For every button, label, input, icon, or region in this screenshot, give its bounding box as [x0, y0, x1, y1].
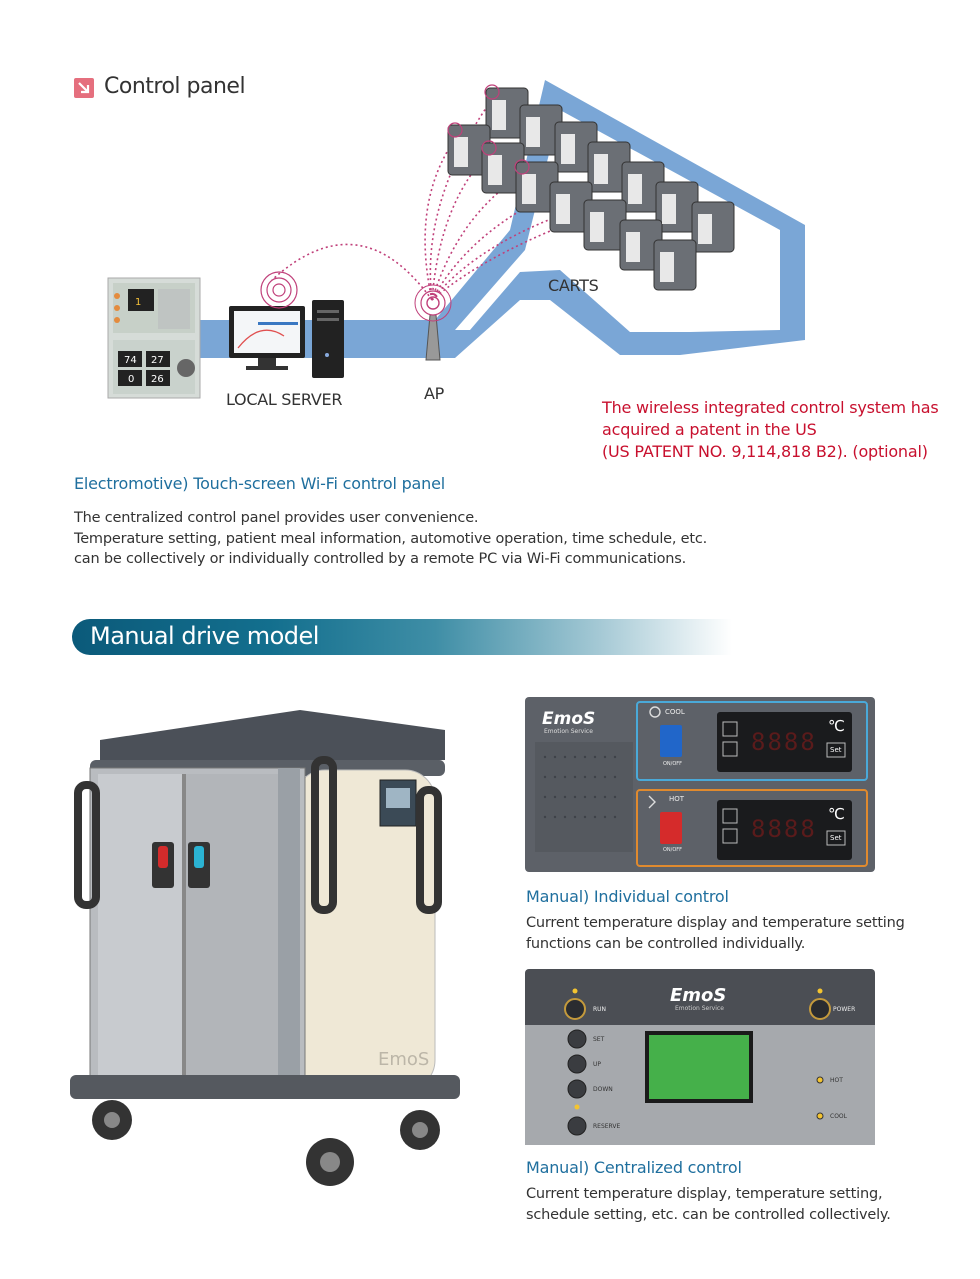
panel2-brand: EmoS — [670, 985, 727, 1006]
touch-val-1: 1 — [135, 297, 142, 308]
panel1-cool-label: COOL — [665, 708, 685, 716]
touch-val-27: 27 — [151, 355, 164, 366]
panel1-cool-set: Set — [830, 746, 842, 754]
panel2-cool-label: COOL — [830, 1113, 847, 1120]
local-server-image — [229, 300, 344, 378]
panel2-run-label: RUN — [593, 1006, 607, 1013]
wifi-icon-server — [261, 272, 297, 308]
panel2-set-label: SET — [593, 1036, 605, 1043]
touch-val-0: 0 — [128, 374, 135, 385]
individual-control-description — [526, 913, 905, 954]
individual-desc-line-2: functions can be controlled individually. — [526, 935, 806, 952]
subheading-touch-panel: Electromotive) Touch-screen Wi-Fi control panel — [74, 474, 445, 493]
panel1-brand: EmoS — [542, 709, 596, 729]
panel1-onoff-cool: ON/OFF — [663, 761, 683, 767]
subheading-individual-control: Manual) Individual control — [526, 887, 729, 906]
panel1-cool-display: 8888 — [751, 728, 817, 756]
centralized-desc-line-1: Current temperature display, temperature setting, — [526, 1186, 883, 1202]
panel2-power-label: POWER — [833, 1006, 856, 1013]
panel1-onoff-hot: ON/OFF — [663, 847, 683, 853]
desc-line-1: The centralized control panel provides user convenience. — [74, 510, 479, 526]
desc-line-3: can be collectively or individually controlled by a remote PC via Wi-Fi communications. — [74, 551, 687, 567]
panel1-hot-label: HOT — [669, 795, 685, 803]
panel1-brand-sub: Emotion Service — [544, 728, 593, 735]
panel2-brand-sub: Emotion Service — [675, 1005, 724, 1012]
touch-val-74: 74 — [124, 355, 137, 366]
patent-line-3: (US PATENT NO. 9,114,818 B2). (optional) — [602, 442, 928, 461]
cart-logo: EmoS — [378, 1049, 430, 1070]
label-carts: CARTS — [548, 276, 599, 295]
panel2-down-label: DOWN — [593, 1086, 613, 1093]
individual-desc-line-1: Current temperature display and temperature setting — [526, 915, 905, 931]
patent-line-1: The wireless integrated control system has — [602, 398, 939, 417]
panel2-up-label: UP — [593, 1061, 602, 1068]
label-local-server: LOCAL SERVER — [226, 390, 343, 409]
section-title-control-panel: Control panel — [104, 74, 246, 99]
touch-val-26: 26 — [151, 374, 164, 385]
centralized-desc-line-2: schedule setting, etc. can be controlled collectively. — [526, 1206, 891, 1223]
panel1-cool-unit: ℃ — [828, 717, 845, 735]
section-title-manual-drive: Manual drive model — [90, 622, 319, 650]
subheading-centralized-control: Manual) Centralized control — [526, 1158, 742, 1177]
label-ap: AP — [424, 384, 444, 403]
cart-image — [60, 700, 480, 1200]
panel1-hot-display: 8888 — [751, 815, 817, 843]
individual-control-panel-image — [525, 697, 875, 872]
desc-line-2: Temperature setting, patient meal information, automotive operation, time schedule, etc. — [74, 530, 708, 547]
centralized-control-panel-image — [525, 969, 875, 1145]
panel2-reserve-label: RESERVE — [593, 1123, 621, 1130]
panel1-hot-set: Set — [830, 834, 842, 842]
patent-note — [602, 397, 938, 463]
panel1-hot-unit: ℃ — [828, 805, 845, 823]
patent-line-2: acquired a patent in the US — [602, 420, 817, 439]
panel2-hot-label: HOT — [830, 1077, 843, 1084]
centralized-control-description — [526, 1184, 891, 1225]
touch-panel-description — [74, 508, 707, 570]
